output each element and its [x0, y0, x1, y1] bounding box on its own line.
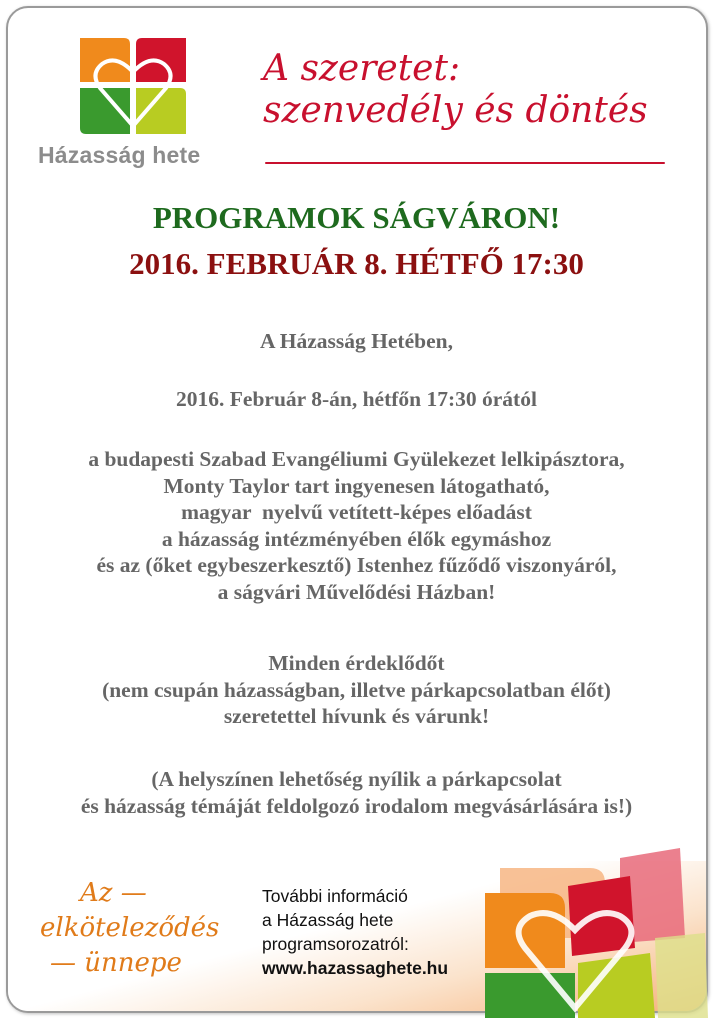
invitation-line: (nem csupán házasságban, illetve párkapcsolatban élőt)	[102, 677, 611, 702]
script-line: Az —	[80, 878, 147, 908]
headline-title: PROGRAMOK SÁGVÁRON!	[152, 200, 561, 235]
body-invitation	[0, 650, 713, 730]
hazassag-hete-logo-icon	[78, 36, 188, 136]
tagline	[263, 48, 648, 132]
note-line: és házasság témáját feldolgozó irodalom megvásárlására is!)	[80, 793, 633, 818]
logo-light-tile	[655, 933, 708, 1018]
headline-date: 2016. FEBRUÁR 8. HÉTFŐ 17:30	[129, 246, 584, 281]
description-line: a házasság intézményében élők egymáshoz	[161, 526, 552, 551]
tagline-line-1: A szeretet:	[263, 48, 461, 89]
invitation-line: Minden érdeklődőt	[268, 651, 445, 675]
footer-logo-icon	[480, 848, 710, 1018]
script-line: elköteleződés	[40, 913, 220, 943]
body-note	[0, 766, 713, 819]
website-link[interactable]: www.hazassaghete.hu	[262, 958, 449, 978]
description-line: a ságvári Művelődési Házban!	[217, 579, 496, 604]
tagline-line-2: szenvedély és döntés	[263, 90, 648, 131]
description-line: és az (őket egybeszerkesztő) Istenhez fűződő viszonyáról,	[96, 553, 617, 577]
body-description	[0, 446, 713, 605]
logo-orange-tile	[485, 893, 565, 968]
description-line: a budapesti Szabad Evangéliumi Gyülekezet lelkipásztora,	[88, 447, 625, 471]
description-line: Monty Taylor tart ingyenesen látogatható,	[163, 473, 550, 498]
commitment-script	[40, 876, 219, 981]
script-line: — ünnepe	[50, 948, 182, 978]
info-line: programsorozatról:	[262, 934, 409, 954]
note-line: (A helyszínen lehetőség nyílik a párkapcsolat	[151, 767, 562, 791]
brand-name: Házasság hete	[38, 142, 201, 168]
footer-info	[262, 884, 448, 980]
invitation-line: szeretettel hívunk és várunk!	[223, 704, 490, 728]
description-line: magyar nyelvű vetített-képes előadást	[181, 500, 532, 524]
body-intro: A Házasság Hetében,	[260, 329, 453, 353]
tagline-underline	[265, 162, 665, 164]
info-line: a Házasság hete	[262, 910, 394, 930]
body-when: 2016. Február 8-án, hétfőn 17:30 órától	[176, 387, 537, 411]
info-line: További információ	[262, 886, 408, 906]
